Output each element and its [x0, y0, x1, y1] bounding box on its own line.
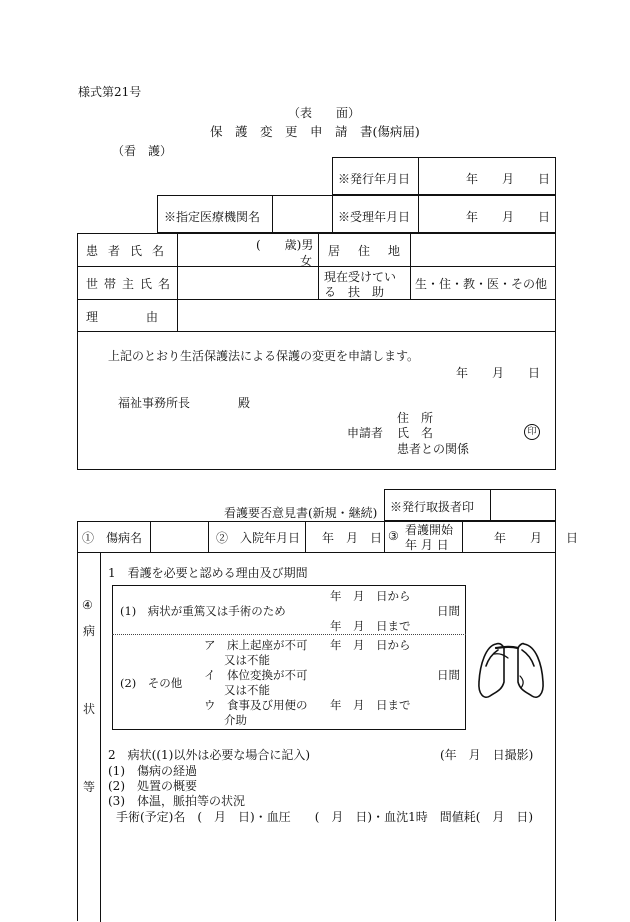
item2-to-date: 年 月 日まで — [330, 698, 411, 712]
form-number: 様式第21号 — [78, 85, 142, 99]
section2-title: 2 病状((1)以外は必要な場合に記入) — [108, 748, 310, 762]
divider — [77, 331, 556, 332]
side-label-to: 等 — [83, 780, 96, 794]
relation-label: 患者との関係 — [397, 442, 470, 456]
item2-i-line1: イ 体位変換が不可 — [204, 668, 308, 682]
nursing-start-label-2: 年 月 日 — [405, 538, 449, 552]
receipt-date-label: ※受理年月日 — [338, 210, 411, 224]
current-aid-label-1: 現在受けてい — [324, 270, 397, 284]
name-label: 氏 名 — [397, 426, 434, 440]
applicant-label: 申請者 — [347, 426, 384, 440]
surgery-line: 手術(予定)名 ( 月 日)・血圧 ( 月 日)・血沈1時 間値耗( 月 日) — [116, 810, 534, 824]
address-label: 住 所 — [397, 411, 434, 425]
side-label-jo: 状 — [83, 702, 96, 716]
form-side: （表 面） — [288, 106, 361, 120]
side-label-4: ④ — [82, 598, 93, 612]
item1-days: 日間 — [437, 604, 460, 618]
divider — [177, 233, 178, 331]
form-subtitle: （看 護） — [112, 144, 173, 158]
opinion-title: 看護要否意見書(新規・継続) — [224, 506, 378, 520]
divider — [77, 299, 556, 300]
lungs-diagram-icon — [474, 636, 548, 708]
addressee: 福祉事務所長 殿 — [118, 396, 251, 410]
dotted-divider — [112, 634, 466, 635]
reason-label: 理 由 — [86, 310, 159, 324]
patient-name-label: 患者氏名 — [86, 244, 175, 258]
item2-from-date: 年 月 日から — [330, 638, 411, 652]
item2-u-line1: ウ 食事及び用便の — [204, 698, 308, 712]
household-head-label: 世帯主氏名 — [86, 277, 177, 291]
admission-date-value: 年 月 日 — [322, 531, 383, 545]
nursing-start-label-1: 看護開始 — [405, 523, 454, 537]
seal-mark: 印 — [524, 424, 540, 440]
divider — [100, 552, 101, 922]
receipt-date-value: 年 月 日 — [466, 210, 551, 224]
current-aid-label-2: る 扶 助 — [324, 285, 385, 299]
sub-item-3: (3) 体温，脈拍等の状況 — [108, 794, 245, 808]
divider — [77, 266, 556, 267]
section1-title: 1 看護を必要と認める理由及び期間 — [108, 566, 308, 580]
divider — [77, 552, 556, 553]
disease-name-label: ① 傷病名 — [82, 531, 143, 545]
issue-date-label: ※発行年月日 — [338, 172, 411, 186]
patient-female: 女 — [300, 254, 313, 268]
issue-date-value: 年 月 日 — [466, 172, 551, 186]
xray-date: (年 月 日撮影) — [440, 748, 534, 762]
item1-label: (1) 病状が重篤又は手術のため — [120, 604, 286, 618]
divider — [384, 521, 385, 552]
sub-item-1: (1) 傷病の経過 — [108, 764, 197, 778]
divider — [318, 233, 319, 299]
item2-i-line2: 又は不能 — [224, 683, 270, 697]
nursing-start-value: 年 月 日 — [494, 531, 579, 545]
declaration-text: 上記のとおり生活保護法による保護の変更を申請します。 — [108, 349, 420, 363]
declaration-date: 年 月 日 — [456, 366, 541, 380]
item1-to-date: 年 月 日まで — [330, 619, 411, 633]
form-title: 保 護 変 更 申 請 書(傷病届) — [210, 124, 420, 139]
residence-label: 居住地 — [328, 244, 419, 258]
divider — [305, 521, 306, 552]
item2-u-line2: 介助 — [224, 713, 247, 727]
divider — [150, 521, 151, 552]
item2-days: 日間 — [437, 668, 460, 682]
aid-types: 生・住・教・医・その他 — [415, 277, 548, 291]
divider — [490, 489, 491, 521]
admission-date-label: ② 入院年月日 — [216, 531, 301, 545]
item2-a-line1: ア 床上起座が不可 — [204, 638, 308, 652]
divider — [208, 521, 209, 552]
divider — [462, 521, 463, 552]
item2-label: (2) その他 — [120, 676, 183, 690]
divider — [332, 195, 333, 233]
item1-from-date: 年 月 日から — [330, 589, 411, 603]
divider — [272, 195, 273, 233]
item2-a-line2: 又は不能 — [224, 653, 270, 667]
handler-seal-label: ※発行取扱者印 — [390, 500, 475, 514]
sub-item-2: (2) 処置の概要 — [108, 779, 197, 793]
institution-label: ※指定医療機関名 — [164, 210, 261, 224]
nursing-start-num: ③ — [388, 529, 399, 543]
side-label-byo: 病 — [83, 624, 96, 638]
patient-age-sex: ( 歳)男 — [256, 238, 314, 252]
